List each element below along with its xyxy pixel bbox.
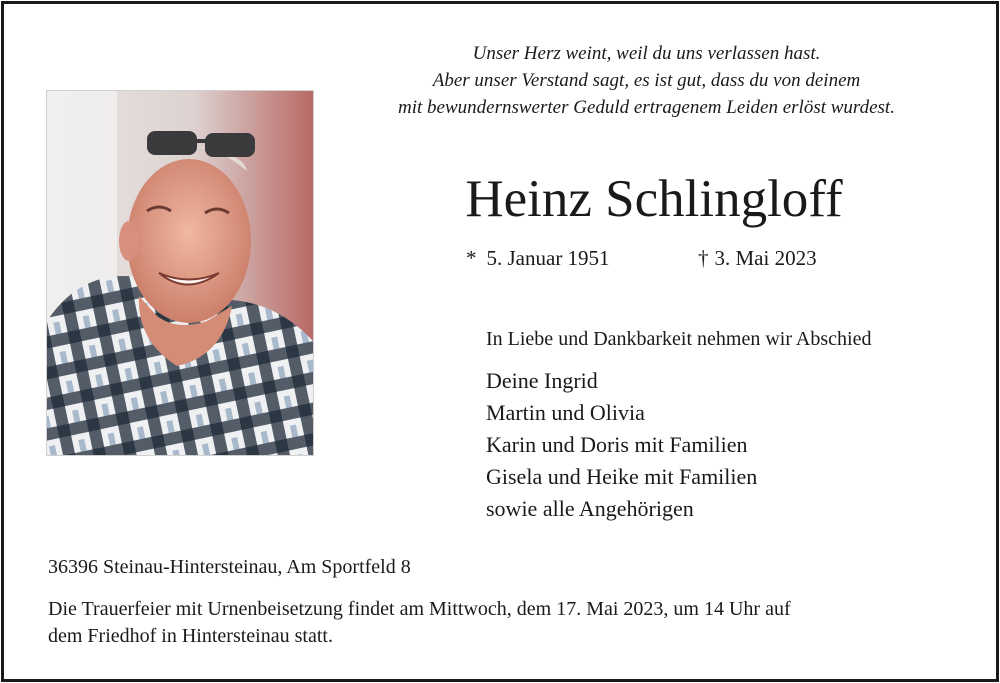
death-cross-icon: † (698, 246, 709, 270)
mourner-line: Martin und Olivia (486, 400, 645, 425)
portrait-photo (46, 90, 314, 456)
mourner-line: sowie alle Angehörigen (486, 496, 694, 521)
quote-line-1: Unser Herz weint, weil du uns verlassen hast. (472, 43, 821, 64)
obituary-notice (1, 1, 999, 682)
mourners-list (486, 365, 757, 525)
funeral-line-2: dem Friedhof in Hintersteinau statt. (48, 625, 333, 647)
quote-line-3: mit bewundernswerter Geduld ertragenem Leiden erlöst wurdest. (398, 97, 895, 118)
portrait-image (47, 91, 313, 455)
death-date (698, 244, 817, 272)
deceased-name: Heinz Schlingloff (465, 170, 843, 228)
funeral-details (48, 596, 791, 650)
memorial-quote (324, 40, 969, 121)
birth-star-icon: * (466, 246, 477, 270)
funeral-line-1: Die Trauerfeier mit Urnenbeisetzung findet am Mittwoch, dem 17. Mai 2023, um 14 Uhr auf (48, 598, 791, 620)
death-date-text: 3. Mai 2023 (714, 246, 817, 270)
mourner-line: Deine Ingrid (486, 368, 598, 393)
birth-date-text: 5. Januar 1951 (486, 246, 610, 270)
quote-line-2: Aber unser Verstand sagt, es ist gut, dass du von deinem (432, 70, 861, 91)
mourner-line: Gisela und Heike mit Familien (486, 464, 758, 489)
mourner-line: Karin und Doris mit Familien (486, 432, 748, 457)
farewell-intro: In Liebe und Dankbarkeit nehmen wir Abschied (486, 328, 872, 350)
birth-date (466, 244, 610, 272)
family-address: 36396 Steinau-Hintersteinau, Am Sportfeld 8 (48, 556, 411, 578)
